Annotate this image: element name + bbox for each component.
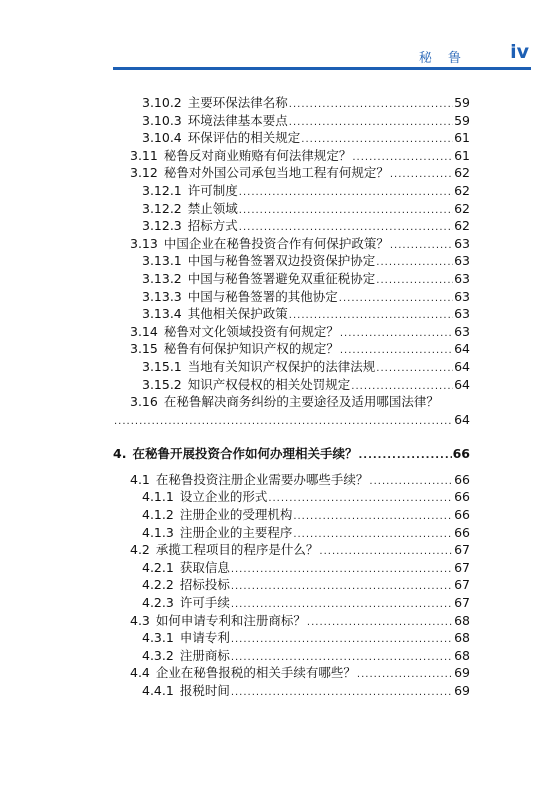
toc-leader — [369, 473, 453, 491]
toc-number: 3.13.3 — [142, 288, 182, 304]
toc-number: 3.14 — [130, 323, 158, 339]
toc-page: 66 — [454, 507, 470, 523]
toc-title: 申请专利 — [179, 630, 230, 646]
toc-entry — [113, 506, 470, 524]
toc-title: 知识产权侵权的相关处罚规定 — [187, 376, 351, 392]
toc-leader — [390, 237, 453, 255]
toc-entry — [113, 524, 470, 542]
toc-number: 3.10.4 — [142, 130, 182, 146]
toc-entry — [113, 235, 470, 253]
toc-title: 中国与秘鲁签署的其他协定 — [187, 288, 338, 304]
toc-title: 设立企业的形式 — [179, 489, 268, 505]
toc-entry — [113, 629, 470, 647]
toc-title: 环境法律基本要点 — [187, 112, 288, 128]
toc-chapter-4 — [113, 445, 470, 463]
toc-page: 69 — [454, 683, 470, 698]
toc-number: 3.15.1 — [142, 358, 182, 374]
toc-number: 4. — [113, 446, 127, 462]
toc-entry — [113, 270, 470, 288]
toc-entry — [113, 647, 470, 665]
toc-number: 3.10.3 — [142, 112, 182, 128]
toc-page: 62 — [454, 218, 470, 234]
toc-entry — [113, 129, 470, 147]
toc-title: 秘鲁对外国公司承包当地工程有何规定？ — [163, 165, 389, 181]
toc-number: 4.3.2 — [142, 647, 174, 663]
toc-page: 64 — [454, 376, 470, 392]
toc-page: 63 — [454, 253, 470, 269]
toc-entry — [113, 559, 470, 577]
toc-title: 中国企业在秘鲁投资合作有何保护政策？ — [163, 235, 389, 251]
toc-number: 4.4 — [130, 665, 150, 681]
toc-page: 59 — [454, 95, 470, 110]
toc-number: 4.4.1 — [142, 683, 174, 698]
toc-title: 许可手续 — [179, 595, 230, 611]
toc-page: 63 — [454, 235, 470, 251]
toc-number: 3.13.4 — [142, 306, 182, 322]
toc-number: 4.1.3 — [142, 524, 174, 540]
toc-entry — [113, 217, 470, 235]
toc-leader — [358, 447, 451, 465]
toc-title: 其他相关保护政策 — [187, 306, 288, 322]
toc-leader — [239, 202, 453, 220]
toc-number: 3.15 — [130, 341, 158, 357]
toc-page: 59 — [454, 112, 470, 128]
toc-title: 如何申请专利和注册商标？ — [155, 612, 306, 628]
toc-title: 秘鲁对文化领域投资有何规定？ — [163, 323, 339, 339]
toc-page: 62 — [454, 165, 470, 181]
toc-number: 3.10.2 — [142, 95, 182, 110]
toc-title: 环保评估的相关规定 — [187, 130, 301, 146]
toc-page: 69 — [454, 665, 470, 681]
toc-page: 63 — [454, 323, 470, 339]
toc-number: 3.11 — [130, 147, 158, 163]
toc-title: 招标方式 — [187, 218, 238, 234]
toc-page: 62 — [454, 200, 470, 216]
toc-entry — [113, 147, 470, 165]
toc-title: 企业在秘鲁报税的相关手续有哪些？ — [155, 665, 356, 681]
toc-number: 3.12.2 — [142, 200, 182, 216]
toc-leader — [293, 508, 453, 526]
toc-page: 64 — [454, 341, 470, 357]
toc-title: 秘鲁反对商业贿赂有何法律规定？ — [163, 147, 352, 163]
toc-leader — [307, 614, 453, 632]
toc-entry — [113, 288, 470, 306]
toc-page: 68 — [454, 647, 470, 663]
toc-number: 3.16 — [130, 394, 158, 410]
toc-title: 注册企业的主要程序 — [179, 524, 293, 540]
toc-entry-3-16-line1 — [113, 393, 470, 411]
toc-number: 4.2 — [130, 542, 150, 558]
toc-page: 64 — [454, 358, 470, 374]
toc-leader — [376, 254, 453, 272]
toc-title: 承揽工程项目的程序是什么？ — [155, 542, 319, 558]
table-of-contents — [113, 94, 470, 700]
toc-title: 注册商标 — [179, 647, 230, 663]
toc-number: 3.12.3 — [142, 218, 182, 234]
toc-leader — [114, 413, 453, 431]
toc-page: 63 — [454, 270, 470, 286]
toc-number: 3.15.2 — [142, 376, 182, 392]
toc-section-4 — [113, 471, 470, 700]
toc-page: 66 — [454, 524, 470, 540]
toc-page: 67 — [454, 559, 470, 575]
running-header-page-number: iv — [510, 41, 529, 63]
toc-title: 中国与秘鲁签署双边投资保护协定 — [187, 253, 376, 269]
toc-entry — [113, 541, 470, 559]
toc-entry — [113, 323, 470, 341]
toc-entry — [113, 200, 470, 218]
toc-section-3 — [113, 94, 470, 393]
toc-entry — [113, 376, 470, 394]
toc-number: 3.13 — [130, 235, 158, 251]
toc-title: 许可制度 — [187, 182, 238, 198]
running-header-title: 秘 鲁 — [418, 51, 467, 66]
toc-entry — [113, 576, 470, 594]
toc-number: 3.13.1 — [142, 253, 182, 269]
toc-number: 4.3.1 — [142, 630, 174, 646]
toc-page: 66 — [452, 446, 470, 462]
toc-number: 4.2.1 — [142, 559, 174, 575]
toc-leader — [289, 114, 453, 132]
toc-entry — [113, 682, 470, 700]
toc-title: 注册企业的受理机构 — [179, 507, 293, 523]
toc-entry — [113, 305, 470, 323]
toc-entry — [113, 471, 470, 489]
toc-leader — [340, 325, 453, 343]
toc-leader — [390, 166, 453, 184]
toc-leader — [319, 543, 453, 561]
toc-page: 61 — [454, 130, 470, 146]
toc-number: 4.3 — [130, 612, 150, 628]
toc-title: 在秘鲁解决商务纠纷的主要途径及适用哪国法律？ — [163, 394, 439, 410]
toc-number: 4.2.2 — [142, 577, 174, 593]
toc-entry — [113, 358, 470, 376]
toc-entry — [113, 94, 470, 112]
toc-leader — [239, 184, 453, 202]
toc-title: 当地有关知识产权保护的法律法规 — [187, 358, 376, 374]
toc-page: 66 — [454, 489, 470, 505]
toc-entry — [113, 112, 470, 130]
toc-number: 4.1.1 — [142, 489, 174, 505]
toc-entry — [113, 594, 470, 612]
toc-leader — [357, 666, 453, 684]
toc-page: 68 — [454, 630, 470, 646]
toc-leader — [289, 96, 453, 114]
toc-entry-3-16-line2 — [113, 411, 470, 429]
toc-leader — [231, 631, 453, 649]
toc-title: 在秘鲁开展投资合作如何办理相关手续？ — [132, 446, 358, 462]
toc-entry — [113, 664, 470, 682]
toc-number: 4.1 — [130, 471, 150, 487]
toc-title: 禁止领域 — [187, 200, 238, 216]
toc-page: 63 — [454, 288, 470, 304]
toc-leader — [231, 578, 453, 596]
header-rule — [113, 67, 531, 70]
toc-page: 67 — [454, 542, 470, 558]
toc-page: 62 — [454, 182, 470, 198]
toc-title: 招标投标 — [179, 577, 230, 593]
toc-title: 主要环保法律名称 — [187, 95, 288, 110]
toc-page: 67 — [454, 577, 470, 593]
toc-leader — [376, 360, 453, 378]
toc-page: 68 — [454, 612, 470, 628]
toc-entry — [113, 340, 470, 358]
toc-number: 4.2.3 — [142, 595, 174, 611]
toc-page: 64 — [454, 411, 470, 427]
toc-entry — [113, 252, 470, 270]
toc-entry — [113, 164, 470, 182]
toc-entry — [113, 182, 470, 200]
toc-title: 在秘鲁投资注册企业需要办哪些手续？ — [155, 471, 369, 487]
toc-title: 获取信息 — [179, 559, 230, 575]
toc-title: 中国与秘鲁签署避免双重征税协定 — [187, 270, 376, 286]
toc-leader — [339, 290, 453, 308]
toc-page: 67 — [454, 595, 470, 611]
toc-leader — [231, 684, 453, 702]
toc-entry — [113, 612, 470, 630]
toc-title: 报税时间 — [179, 683, 230, 698]
toc-leader — [268, 490, 453, 508]
toc-page: 61 — [454, 147, 470, 163]
toc-title: 秘鲁有何保护知识产权的规定？ — [163, 341, 339, 357]
toc-entry-wrapped — [113, 393, 470, 428]
toc-entry — [113, 488, 470, 506]
toc-number: 3.12.1 — [142, 182, 182, 198]
toc-leader — [231, 561, 453, 579]
toc-page: 66 — [454, 471, 470, 487]
toc-number: 4.1.2 — [142, 507, 174, 523]
toc-number: 3.13.2 — [142, 270, 182, 286]
toc-number: 3.12 — [130, 165, 158, 181]
toc-leader — [376, 272, 453, 290]
toc-page: 63 — [454, 306, 470, 322]
